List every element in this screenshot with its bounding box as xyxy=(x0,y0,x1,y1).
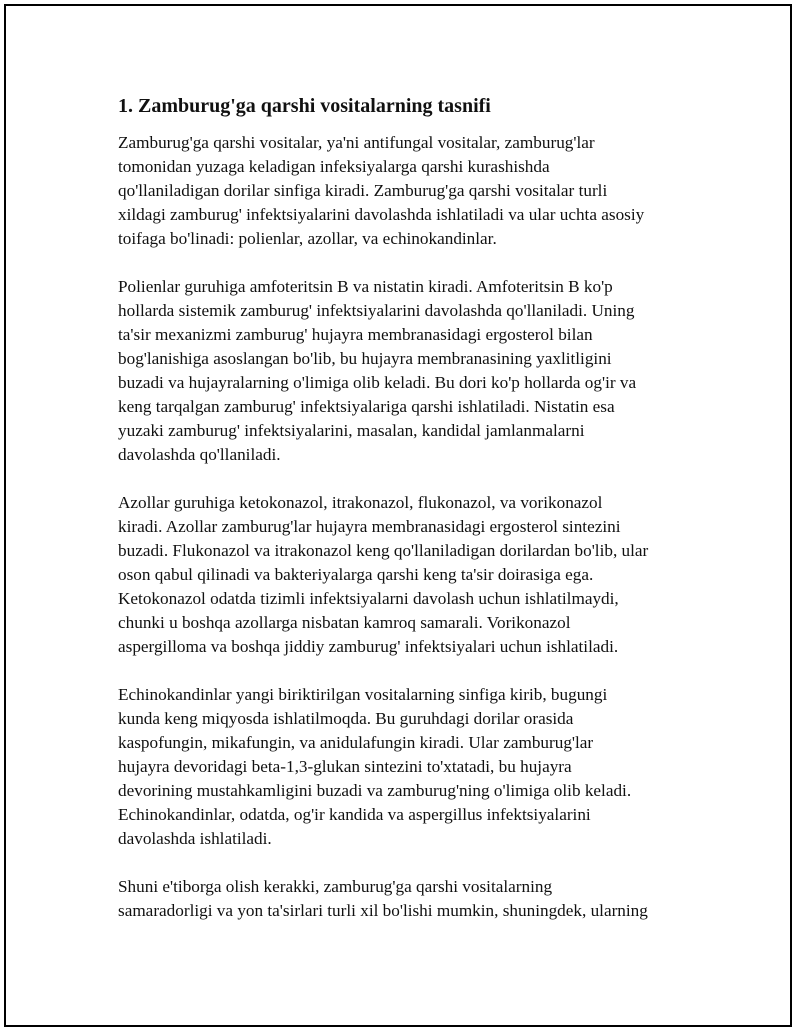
text-line: yuzaki zamburug' infektsiyalarini, masalan, kandidal jamlanmalarni xyxy=(118,421,585,440)
text-line: devorining mustahkamligini buzadi va zamburug'ning o'limiga olib keladi. xyxy=(118,781,632,800)
text-line: Azollar guruhiga ketokonazol, itrakonazol, flukonazol, va vorikonazol xyxy=(118,493,603,512)
text-line: buzadi. Flukonazol va itrakonazol keng qo'llaniladigan dorilardan bo'lib, ular xyxy=(118,541,649,560)
text-line: hollarda sistemik zamburug' infektsiyalarini davolashda qo'llaniladi. Uning xyxy=(118,301,635,320)
text-line: ta'sir mexanizmi zamburug' hujayra membranasidagi ergosterol bilan xyxy=(118,325,593,344)
text-line: Echinokandinlar, odatda, og'ir kandida va aspergillus infektsiyalarini xyxy=(118,805,591,824)
text-line: chunki u boshqa azollarga nisbatan kamroq samarali. Vorikonazol xyxy=(118,613,571,632)
document-body xyxy=(118,93,688,947)
text-line: samaradorligi va yon ta'sirlari turli xil bo'lishi mumkin, shuningdek, ularning xyxy=(118,901,648,920)
text-line: aspergilloma va boshqa jiddiy zamburug' infektsiyalari uchun ishlatiladi. xyxy=(118,637,619,656)
paragraph-intro xyxy=(118,131,688,251)
text-line: oson qabul qilinadi va bakteriyalarga qarshi keng ta'sir doirasiga ega. xyxy=(118,565,594,584)
text-line: kunda keng miqyosda ishlatilmoqda. Bu guruhdagi dorilar orasida xyxy=(118,709,574,728)
text-line: Shuni e'tiborga olish kerakki, zamburug'ga qarshi vositalarning xyxy=(118,877,553,896)
text-line: hujayra devoridagi beta-1,3-glukan sintezini to'xtatadi, bu hujayra xyxy=(118,757,572,776)
document-title: 1. Zamburug'ga qarshi vositalarning tasnifi xyxy=(118,95,491,117)
text-line: Polienlar guruhiga amfoteritsin B va nistatin kiradi. Amfoteritsin B ko'p xyxy=(118,277,613,296)
text-line: kiradi. Azollar zamburug'lar hujayra membranasidagi ergosterol sintezini xyxy=(118,517,621,536)
paragraph-conclusion xyxy=(118,875,688,923)
text-line: Echinokandinlar yangi biriktirilgan vositalarning sinfiga kirib, bugungi xyxy=(118,685,608,704)
text-line: buzadi va hujayralarning o'limiga olib keladi. Bu dori ko'p hollarda og'ir va xyxy=(118,373,637,392)
text-line: kaspofungin, mikafungin, va anidulafungin kiradi. Ular zamburug'lar xyxy=(118,733,594,752)
text-line: xildagi zamburug' infektsiyalarini davolashda ishlatiladi va ular uchta asosiy xyxy=(118,205,645,224)
paragraph-polienlar xyxy=(118,275,688,467)
paragraph-azollar xyxy=(118,491,688,659)
text-line: davolashda qo'llaniladi. xyxy=(118,445,281,464)
text-line: Zamburug'ga qarshi vositalar, ya'ni antifungal vositalar, zamburug'lar xyxy=(118,133,595,152)
text-line: davolashda ishlatiladi. xyxy=(118,829,272,848)
text-line: qo'llaniladigan dorilar sinfiga kiradi. Zamburug'ga qarshi vositalar turli xyxy=(118,181,608,200)
text-line: bog'lanishiga asoslangan bo'lib, bu hujayra membranasining yaxlitligini xyxy=(118,349,612,368)
text-line: keng tarqalgan zamburug' infektsiyalariga qarshi ishlatiladi. Nistatin esa xyxy=(118,397,615,416)
text-line: tomonidan yuzaga keladigan infeksiyalarga qarshi kurashishda xyxy=(118,157,550,176)
text-line: toifaga bo'linadi: polienlar, azollar, va echinokandinlar. xyxy=(118,229,497,248)
text-line: Ketokonazol odatda tizimli infektsiyalarni davolash uchun ishlatilmaydi, xyxy=(118,589,619,608)
paragraph-echinokandinlar xyxy=(118,683,688,851)
